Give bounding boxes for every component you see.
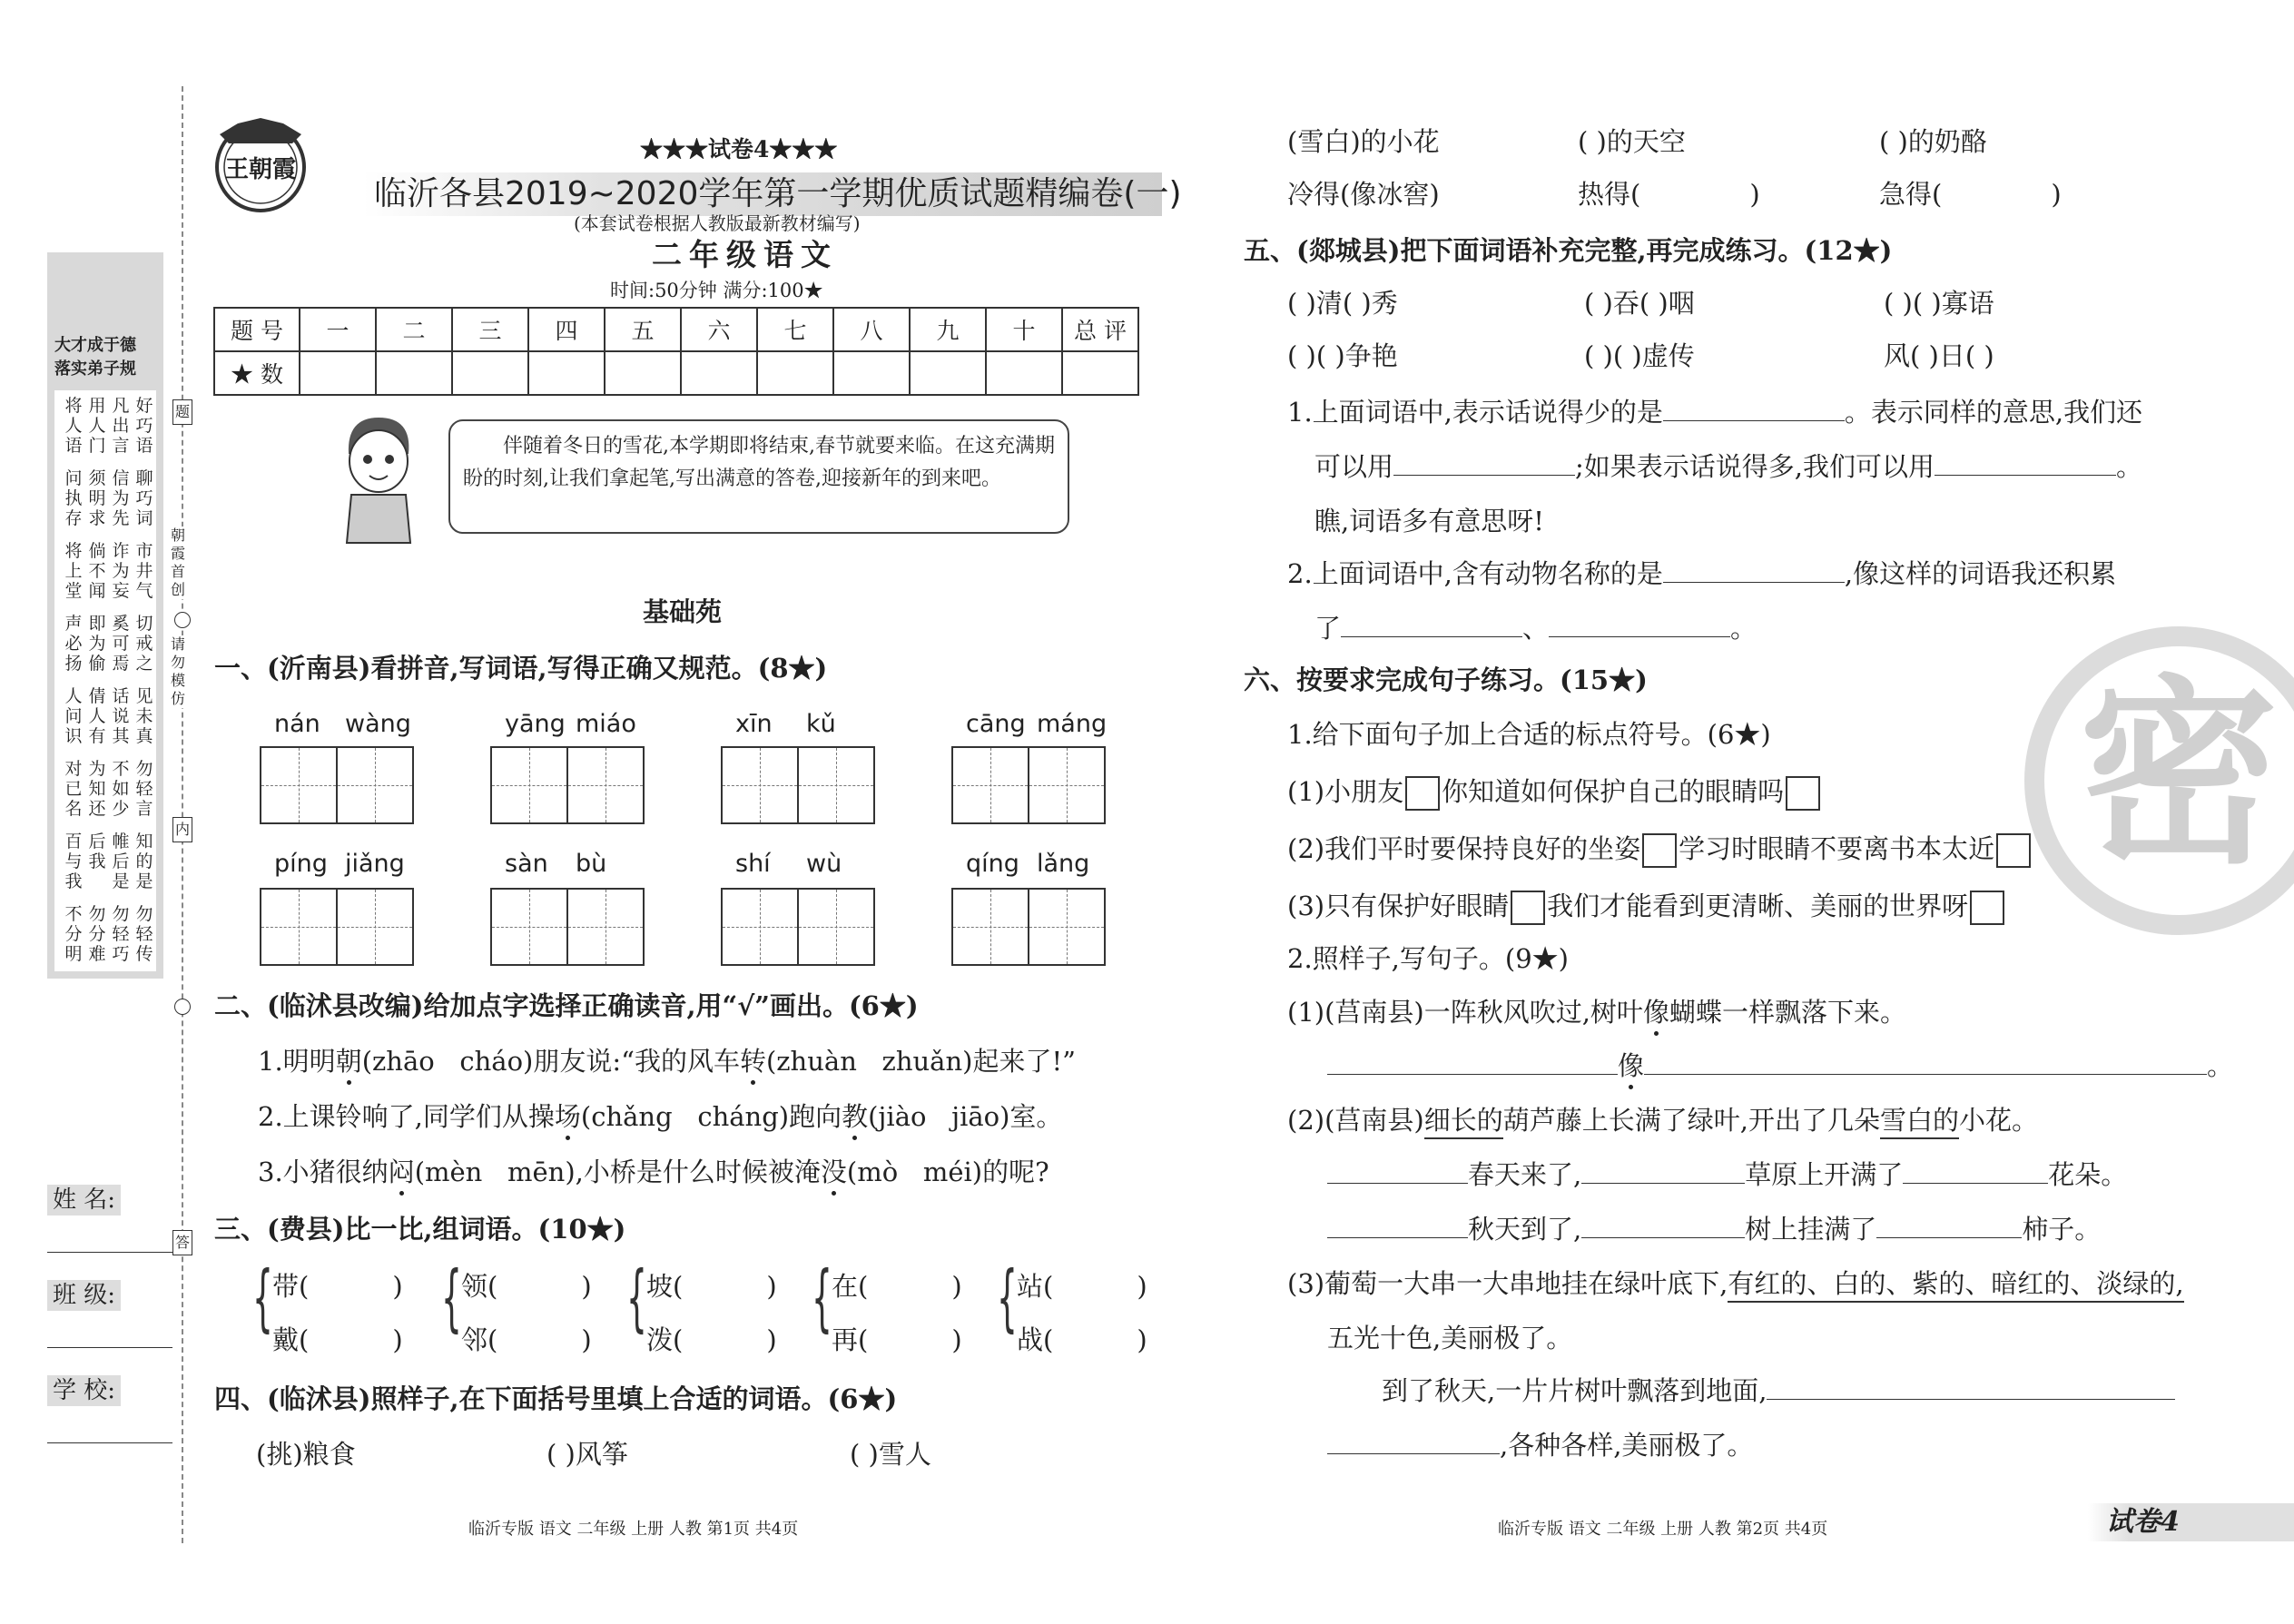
maxim-column: 对已名	[64, 759, 83, 819]
q6-p2b: 学习时眼睛不要离书本太近	[1679, 833, 1995, 864]
q3-word-item[interactable]	[1017, 1271, 1147, 1302]
maxim-column: 即为偷	[88, 614, 106, 674]
name-field[interactable]	[47, 1185, 174, 1253]
maxim-column: 话说其	[112, 686, 130, 746]
q6-e3-line4	[1327, 1432, 1753, 1459]
q4-row3-b[interactable]	[1578, 179, 1760, 210]
score-table-header-row	[214, 308, 1138, 351]
q5-s1b: 。表示同样的意思,我们还	[1844, 397, 2143, 428]
q5-s1-line3: 瞧,词语多有意思呀!	[1314, 506, 1544, 536]
writing-cell[interactable]	[336, 890, 412, 964]
exam-number: ★★★试卷4★★★	[640, 136, 838, 162]
q3-word-item[interactable]	[272, 1324, 403, 1355]
q6-p3	[1287, 891, 2006, 925]
q3-word-item[interactable]	[272, 1271, 403, 1302]
pinyin-syllable: xīn	[735, 710, 773, 738]
sidebar-maxim-columns	[58, 396, 156, 977]
writing-cell[interactable]	[261, 890, 336, 964]
q6-e2-r1-a: 春天来了,	[1468, 1159, 1582, 1190]
maxim-column: 将上堂	[64, 541, 83, 601]
q6-e2c: 葫芦藤上长满了绿叶,开出了几朵	[1502, 1105, 1880, 1136]
score-table-header-cell: 四	[528, 308, 605, 351]
maxim-column: 勿轻巧	[112, 904, 130, 964]
q4-row3-b-text: 热得(	[1578, 179, 1641, 210]
q3-close: )	[766, 1271, 777, 1302]
q3-char: 坡(	[646, 1271, 684, 1302]
q1-title: 一、(沂南县)看拼音,写词语,写得正确又规范。(8★)	[214, 653, 828, 684]
q6-e2a: (2)(莒南县)	[1287, 1105, 1424, 1136]
writing-cell[interactable]	[723, 890, 797, 964]
q6-dot-char: 像	[1642, 997, 1669, 1028]
writing-cell[interactable]	[797, 890, 873, 964]
q4-row3-c[interactable]	[1879, 179, 2062, 210]
maxim-column: 将人语	[64, 396, 83, 456]
writing-grid[interactable]	[260, 888, 414, 966]
q3-char: 邻(	[461, 1324, 498, 1355]
maxim-column: 用人门	[88, 396, 106, 456]
brace-icon: {	[997, 1255, 1018, 1340]
q6-e3d: 到了秋天,一片片树叶飘落到地面,	[1382, 1375, 1767, 1406]
q6-blank[interactable]	[1903, 1183, 2048, 1184]
class-line	[47, 1347, 172, 1348]
q2-item-2: 2.上课铃响了,同学们从操场(chǎng cháng)跑向教(jiào jiāo)室。	[258, 1101, 1063, 1132]
maxim-column: 人问识	[64, 686, 83, 746]
maxim-column: 奚可焉	[112, 614, 130, 674]
writing-grid[interactable]	[721, 888, 875, 966]
pinyin-syllable: miáo	[576, 710, 636, 738]
school-line	[47, 1442, 172, 1443]
brace-icon: {	[252, 1255, 273, 1340]
q6-e2	[1287, 1107, 2038, 1134]
q2-item-3: 3.小猪很纳闷(mèn mēn),小桥是什么时候被淹没(mò méi)的呢?	[258, 1156, 1049, 1187]
writing-cell[interactable]	[953, 748, 1028, 822]
punct-box[interactable]	[1970, 891, 2004, 925]
q4-row2-a: (雪白)的小花	[1287, 126, 1440, 157]
maxim-column: 不分明	[64, 904, 83, 964]
q5-blank-3[interactable]	[1935, 475, 2116, 476]
sidebar-motto-2: 落实弟子规	[54, 359, 136, 379]
q6-e3e: ,各种各样,美丽极了。	[1500, 1430, 1754, 1461]
vertical-label: 请勿模仿	[170, 635, 185, 707]
maxim-column: 声必扬	[64, 614, 83, 674]
q4-row1-a: (挑)粮食	[256, 1439, 356, 1470]
q5-s1a: 1.上面词语中,表示话说得少的是	[1287, 397, 1663, 428]
score-cell[interactable]	[757, 351, 833, 395]
q5-row1-b[interactable]: ( )吞( )咽	[1584, 288, 1695, 319]
maxim-column: 不如少	[112, 759, 130, 819]
score-cell[interactable]	[528, 351, 605, 395]
maxim-column: 诈为妄	[112, 541, 130, 601]
pinyin-syllable: kǔ	[806, 710, 836, 738]
q4-close-1: )	[1749, 179, 1760, 210]
q3-close: )	[951, 1271, 962, 1302]
intro-text: 伴随着冬日的雪花,本学期即将结束,春节就要来临。在这充满期盼的时刻,让我们拿起笔,写出满意的答卷,迎接新年的到来吧。	[463, 435, 1055, 490]
q3-word-item[interactable]	[461, 1271, 592, 1302]
q6-e3-line3	[1382, 1375, 2175, 1406]
score-cell[interactable]	[300, 351, 376, 395]
q6-e3	[1287, 1268, 2184, 1299]
q5-s2d: 、	[1522, 613, 1550, 644]
exam-title: 临沂各县2019~2020学年第一学期优质试题精编卷(一)	[374, 175, 1182, 212]
q5-s1d: ;如果表示话说得多,我们可以用	[1575, 451, 1935, 482]
q6-e2d: 雪白的	[1880, 1105, 1959, 1139]
vertical-label-2: 朝霞首创	[170, 527, 185, 598]
writing-grid[interactable]	[951, 746, 1106, 824]
writing-cell[interactable]	[1028, 748, 1104, 822]
q5-blank-1[interactable]	[1663, 420, 1845, 421]
mark-nei: 内	[172, 817, 192, 842]
q3-close: )	[1137, 1324, 1147, 1355]
maxim-column: 信为先	[112, 468, 130, 528]
maxim-column: 百与我	[64, 832, 83, 891]
q2-dot-char: 教	[842, 1101, 869, 1132]
score-table-header-cell: 十	[986, 308, 1062, 351]
q5-s2e: 。	[1730, 613, 1757, 644]
maxim-column: 须明求	[88, 468, 106, 528]
q6-e2-r2-b: 树上挂满了	[1745, 1214, 1877, 1245]
score-table-header-cell: 九	[910, 308, 986, 351]
pinyin-syllable: cāng	[966, 710, 1026, 738]
punct-box[interactable]	[1642, 833, 1677, 868]
q6-sub1: 1.给下面句子加上合适的标点符号。(6★)	[1287, 719, 1771, 750]
q2-dot-char: 朝	[335, 1046, 362, 1077]
q5-s2-line2	[1314, 615, 1757, 642]
q2-dot-char: 闷	[388, 1156, 415, 1187]
q6-p3a: (3)只有保护好眼睛	[1287, 891, 1510, 921]
q5-row2-b[interactable]: ( )( )虚传	[1584, 340, 1695, 371]
score-table-star-label: ★ 数	[214, 351, 300, 395]
q3-char: 在(	[832, 1271, 869, 1302]
q6-e2-r2-a: 秋天到了,	[1468, 1214, 1582, 1245]
q3-char: 站(	[1017, 1271, 1054, 1302]
q6-e3a: (3)葡萄一大串一大串地挂在绿叶底下,	[1287, 1268, 1728, 1299]
punct-box[interactable]	[1511, 891, 1545, 925]
binding-circle-1	[174, 612, 191, 628]
q4-row3-c-text: 急得(	[1879, 179, 1943, 210]
maxim-column: 问执存	[64, 468, 83, 528]
q5-s1e: 。	[2116, 451, 2143, 482]
q6-e2-r1-b: 草原上开满了	[1745, 1159, 1904, 1190]
q6-e1: (1)(莒南县)一阵秋风吹过,树叶像蝴蝶一样飘落下来。	[1287, 997, 1906, 1028]
score-table-header-cell: 总 评	[1062, 308, 1138, 351]
maxim-column: 为知还	[88, 759, 106, 819]
score-cell[interactable]	[986, 351, 1062, 395]
q3-char: 戴(	[272, 1324, 310, 1355]
q3-close: )	[392, 1324, 403, 1355]
q6-blank[interactable]	[1327, 1453, 1500, 1454]
q4-title: 四、(临沭县)照样子,在下面括号里填上合适的词语。(6★)	[214, 1383, 898, 1414]
q5-s2-line1	[1287, 558, 2117, 589]
q6-blank[interactable]	[1581, 1237, 1745, 1238]
score-cell[interactable]	[833, 351, 910, 395]
q3-word-item[interactable]	[646, 1324, 777, 1355]
q4-row2-b[interactable]: ( )的天空	[1578, 126, 1686, 157]
time-score: 时间:50分钟 满分:100★	[610, 280, 823, 301]
pinyin-syllable: jiǎng	[345, 850, 405, 878]
maxim-column: 聊巧词	[135, 468, 153, 528]
q6-e2b: 细长的	[1424, 1105, 1503, 1139]
q6-blank[interactable]	[1581, 1183, 1745, 1184]
q4-row1-c[interactable]: ( )雪人	[850, 1439, 931, 1470]
binding-circle-2	[174, 999, 191, 1015]
writing-cell[interactable]	[953, 890, 1028, 964]
pinyin-syllable: nán	[274, 710, 320, 738]
mark-ti: 题	[172, 399, 192, 425]
maxim-column: 好巧语	[135, 396, 153, 456]
maxim-column: 后我	[88, 832, 106, 871]
score-table-header-cell: 五	[605, 308, 681, 351]
pinyin-syllable: wù	[806, 850, 842, 878]
pinyin-syllable: qíng	[966, 850, 1019, 878]
punct-box[interactable]	[1786, 776, 1820, 811]
q3-title: 三、(费县)比一比,组词语。(10★)	[214, 1214, 626, 1245]
footer-right: 临沂专版 语文 二年级 上册 人教 第2页 共4页	[1498, 1520, 1828, 1539]
q5-s1-line2	[1314, 451, 2143, 482]
score-table-header-cell: 一	[300, 308, 376, 351]
writing-grid[interactable]	[260, 746, 414, 824]
seal-watermark	[2024, 626, 2294, 935]
q6-p2	[1287, 833, 2033, 868]
q3-char: 带(	[272, 1271, 310, 1302]
pinyin-syllable: máng	[1037, 710, 1108, 738]
q6-title: 六、按要求完成句子练习。(15★)	[1244, 664, 1648, 695]
q6-e2e: 小花。	[1958, 1105, 2038, 1136]
class-label: 班 级:	[47, 1280, 121, 1311]
q3-word-item[interactable]	[832, 1271, 962, 1302]
q4-row3-a: 冷得(像冰窖)	[1287, 179, 1440, 210]
maxim-column: 市井气	[135, 541, 153, 601]
mark-da: 答	[172, 1230, 192, 1255]
q3-close: )	[951, 1324, 962, 1355]
q2-dot-char: 转	[739, 1046, 766, 1077]
q3-word-item[interactable]	[461, 1324, 592, 1355]
maxim-column: 凡出言	[112, 396, 130, 456]
writing-cell[interactable]	[1028, 890, 1104, 964]
q3-char: 再(	[832, 1324, 869, 1355]
q2-title: 二、(临沭县改编)给加点字选择正确读音,用“√”画出。(6★)	[214, 990, 919, 1021]
brace-icon: {	[812, 1255, 832, 1340]
name-line	[47, 1252, 172, 1253]
writing-cell[interactable]	[723, 748, 797, 822]
q5-blank-5[interactable]	[1341, 636, 1522, 637]
q3-close: )	[581, 1324, 592, 1355]
score-table-header-cell: 二	[376, 308, 452, 351]
score-cell[interactable]	[452, 351, 528, 395]
q5-s2c: 了	[1314, 613, 1342, 644]
q4-close-2: )	[2051, 179, 2062, 210]
name-label: 姓 名:	[47, 1185, 121, 1216]
subject-title: 二年级语文	[652, 237, 838, 272]
score-table	[213, 307, 1139, 396]
q3-word-item[interactable]	[832, 1324, 962, 1355]
q5-blank-6[interactable]	[1549, 636, 1730, 637]
score-cell[interactable]	[910, 351, 986, 395]
q5-row1-c[interactable]: ( )( )寡语	[1884, 288, 1994, 319]
footer-left: 临沂专版 语文 二年级 上册 人教 第1页 共4页	[468, 1520, 799, 1539]
maxim-column: 勿轻传	[135, 904, 153, 964]
maxim-column: 勿轻言	[135, 759, 153, 819]
q2-dot-char: 场	[554, 1101, 581, 1132]
writing-cell[interactable]	[261, 748, 336, 822]
q5-row2-a[interactable]: ( )( )争艳	[1287, 340, 1398, 371]
writing-cell[interactable]	[492, 748, 566, 822]
seal-char: 密	[2078, 655, 2279, 891]
q6-p3b: 我们才能看到更清晰、美丽的世界呀	[1547, 891, 1969, 921]
q3-char: 泼(	[646, 1324, 684, 1355]
q3-close: )	[766, 1324, 777, 1355]
writing-cell[interactable]	[492, 890, 566, 964]
writing-cell[interactable]	[566, 890, 643, 964]
section-basic: 基础苑	[643, 596, 723, 627]
score-table-label: 题 号	[214, 308, 300, 351]
score-table-header-cell: 六	[681, 308, 757, 351]
q3-word-item[interactable]	[646, 1271, 777, 1302]
q6-e2-r1-c: 花朵。	[2048, 1159, 2128, 1190]
maxim-column: 帷后是	[112, 832, 130, 891]
q5-s1-line1	[1287, 399, 2142, 426]
maxim-column: 见未真	[135, 686, 153, 746]
maxim-column: 倩人有	[88, 686, 106, 746]
writing-cell[interactable]	[336, 748, 412, 822]
q6-blank[interactable]	[1327, 1237, 1468, 1238]
footer-tag: 试卷4	[2106, 1506, 2180, 1538]
maxim-column: 切戒之	[135, 614, 153, 674]
score-table-header-cell: 七	[757, 308, 833, 351]
writing-grid[interactable]	[951, 888, 1106, 966]
punct-box[interactable]	[1405, 776, 1440, 811]
q2-item-1: 1.明明朝(zhāo cháo)朋友说:“我的风车转(zhuàn zhuǎn)起来了!”	[258, 1046, 1076, 1077]
q3-close: )	[581, 1271, 592, 1302]
q6-e3-line2: 五光十色,美丽极了。	[1327, 1323, 1573, 1353]
maxim-column: 倘不闻	[88, 541, 106, 601]
writing-grid[interactable]	[490, 746, 645, 824]
q3-close: )	[1137, 1271, 1147, 1302]
pinyin-syllable: wàng	[345, 710, 411, 738]
q3-word-item[interactable]	[1017, 1324, 1147, 1355]
q5-blank-2[interactable]	[1393, 475, 1575, 476]
q6-e2-row1	[1327, 1159, 2128, 1190]
sidebar-motto-1: 大才成于德	[54, 336, 136, 355]
score-cell[interactable]	[681, 351, 757, 395]
q4-row2-c[interactable]: ( )的奶酪	[1879, 126, 1987, 157]
school-field[interactable]	[47, 1375, 174, 1443]
q6-blank[interactable]	[1327, 1183, 1468, 1184]
q6-e1-xiang: 像	[1618, 1050, 1645, 1081]
q2-dot-char: 没	[820, 1156, 847, 1187]
q6-blank-1[interactable]	[1327, 1074, 1618, 1075]
writing-cell[interactable]	[566, 748, 643, 822]
q5-row2-c[interactable]: 风( )日( )	[1884, 340, 1994, 371]
score-table-header-cell: 三	[452, 308, 528, 351]
brace-icon: {	[626, 1255, 647, 1340]
q4-row1-b[interactable]: ( )风筝	[546, 1439, 628, 1470]
maxim-column: 勿分难	[88, 904, 106, 964]
q5-s1c: 可以用	[1314, 451, 1394, 482]
pinyin-syllable: píng	[274, 850, 328, 878]
logo-text: 王朝霞	[224, 156, 296, 183]
q5-s2b: ,像这样的词语我还积累	[1844, 558, 2117, 589]
writing-cell[interactable]	[797, 748, 873, 822]
pinyin-syllable: lǎng	[1037, 850, 1090, 878]
q5-title: 五、(郯城县)把下面词语补充完整,再完成练习。(12★)	[1244, 235, 1893, 266]
writing-grid[interactable]	[490, 888, 645, 966]
q6-e3b: 有红的、白的、紫的、暗红的、淡绿的,	[1728, 1268, 2183, 1303]
pinyin-syllable: sàn	[505, 850, 548, 878]
exam-note: (本套试卷根据人教版最新教材编写)	[574, 212, 861, 234]
q5-s2a: 2.上面词语中,含有动物名称的是	[1287, 558, 1663, 589]
score-table-header-cell: 八	[833, 308, 910, 351]
q5-blank-4[interactable]	[1663, 582, 1845, 583]
q6-e2-r2-c: 柿子。	[2022, 1214, 2102, 1245]
q6-blank[interactable]	[1767, 1399, 2175, 1400]
q6-e1-answer	[1327, 1050, 2234, 1081]
q6-e1-end: 。	[2207, 1050, 2234, 1081]
school-label: 学 校:	[47, 1375, 121, 1406]
score-cell[interactable]	[376, 351, 452, 395]
brand-logo	[202, 116, 320, 216]
q3-char: 领(	[461, 1271, 498, 1302]
intro-bubble	[448, 419, 1069, 534]
pinyin-syllable: yāng	[505, 710, 566, 738]
score-cell[interactable]	[1062, 351, 1138, 395]
brace-icon: {	[441, 1255, 462, 1340]
punct-box[interactable]	[1996, 833, 2031, 868]
class-field[interactable]	[47, 1280, 174, 1348]
q6-blank-2[interactable]	[1644, 1074, 2207, 1075]
writing-grid[interactable]	[721, 746, 875, 824]
score-cell[interactable]	[605, 351, 681, 395]
binding-line	[182, 86, 183, 1543]
q6-sub2: 2.照样子,写句子。(9★)	[1287, 943, 1569, 974]
maxim-column: 知的是	[135, 832, 153, 891]
q6-blank[interactable]	[1876, 1237, 2022, 1238]
q6-p1	[1287, 776, 1822, 811]
q6-p1a: (1)小朋友	[1287, 776, 1404, 807]
q6-e2-row2	[1327, 1216, 2101, 1243]
score-table-star-row	[214, 351, 1138, 395]
pinyin-syllable: bù	[576, 850, 607, 878]
intro-character	[329, 408, 428, 545]
q6-p1b: 你知道如何保护自己的眼睛吗	[1442, 776, 1785, 807]
pinyin-syllable: shí	[735, 850, 771, 878]
q3-close: )	[392, 1271, 403, 1302]
q3-char: 战(	[1017, 1324, 1054, 1355]
q6-p2a: (2)我们平时要保持良好的坐姿	[1287, 833, 1641, 864]
q5-row1-a[interactable]: ( )清( )秀	[1287, 288, 1398, 319]
